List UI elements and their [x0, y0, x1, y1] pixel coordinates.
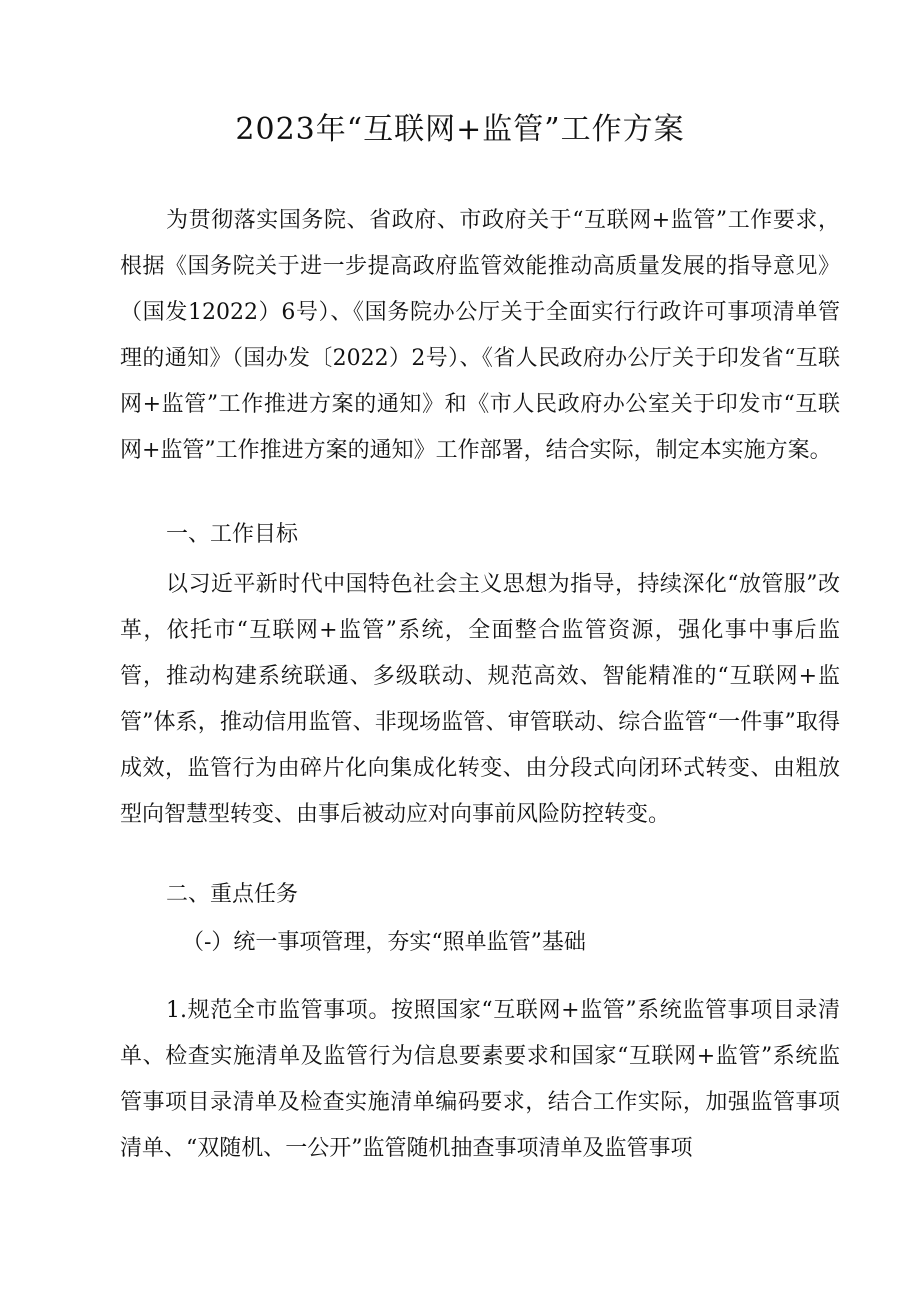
section-one-body: 以习近平新时代中国特色社会主义思想为指导，持续深化“放管服”改革，依托市“互联网+监管”系统，全面整合监管资源，强化事中事后监管，推动构建系统联通、多级联动、规范高效、智能精准的“互联网+监管”体系，推动信用监管、非现场监管、审管联动、综合监管“一件事”取得成效，监管行为由碎片化向集成化转变、由分段式向闭环式转变、由粗放型向智慧型转变、由事后被动应对向事前风险防控转变。	[120, 572, 840, 827]
item-one-paragraph: 1.规范全市监管事项。按照国家“互联网+监管”系统监管事项目录清单、检查实施清单及监管行为信息要素要求和国家“互联网+监管”系统监管事项目录清单及检查实施清单编码要求，结合工作实际，加强监管事项清单、“双随机、一公开”监管随机抽查事项清单及监管事项	[120, 998, 840, 1161]
intro-paragraph: 为贯彻落实国务院、省政府、市政府关于“互联网+监管”工作要求，根据《国务院关于进一步提高政府监管效能推动高质量发展的指导意见》（国发12022）6号）、《国务院办公厅关于全面实行行政许可事项清单管理的通知》（国办发〔2022）2号）、《省人民政府办公厅关于印发省“互联网+监管”工作推进方案的通知》和《市人民政府办公室关于印发市“互联网+监管”工作推进方案的通知》工作部署，结合实际，制定本实施方案。	[120, 208, 840, 463]
section-one-heading: 一、工作目标	[166, 522, 299, 547]
section-two-heading: 二、重点任务	[166, 882, 299, 907]
document-title: 2023年“互联网+监管”工作方案	[235, 112, 685, 147]
subsection-one-heading: （-）统一事项管理，夯实“照单监管”基础	[182, 930, 586, 955]
